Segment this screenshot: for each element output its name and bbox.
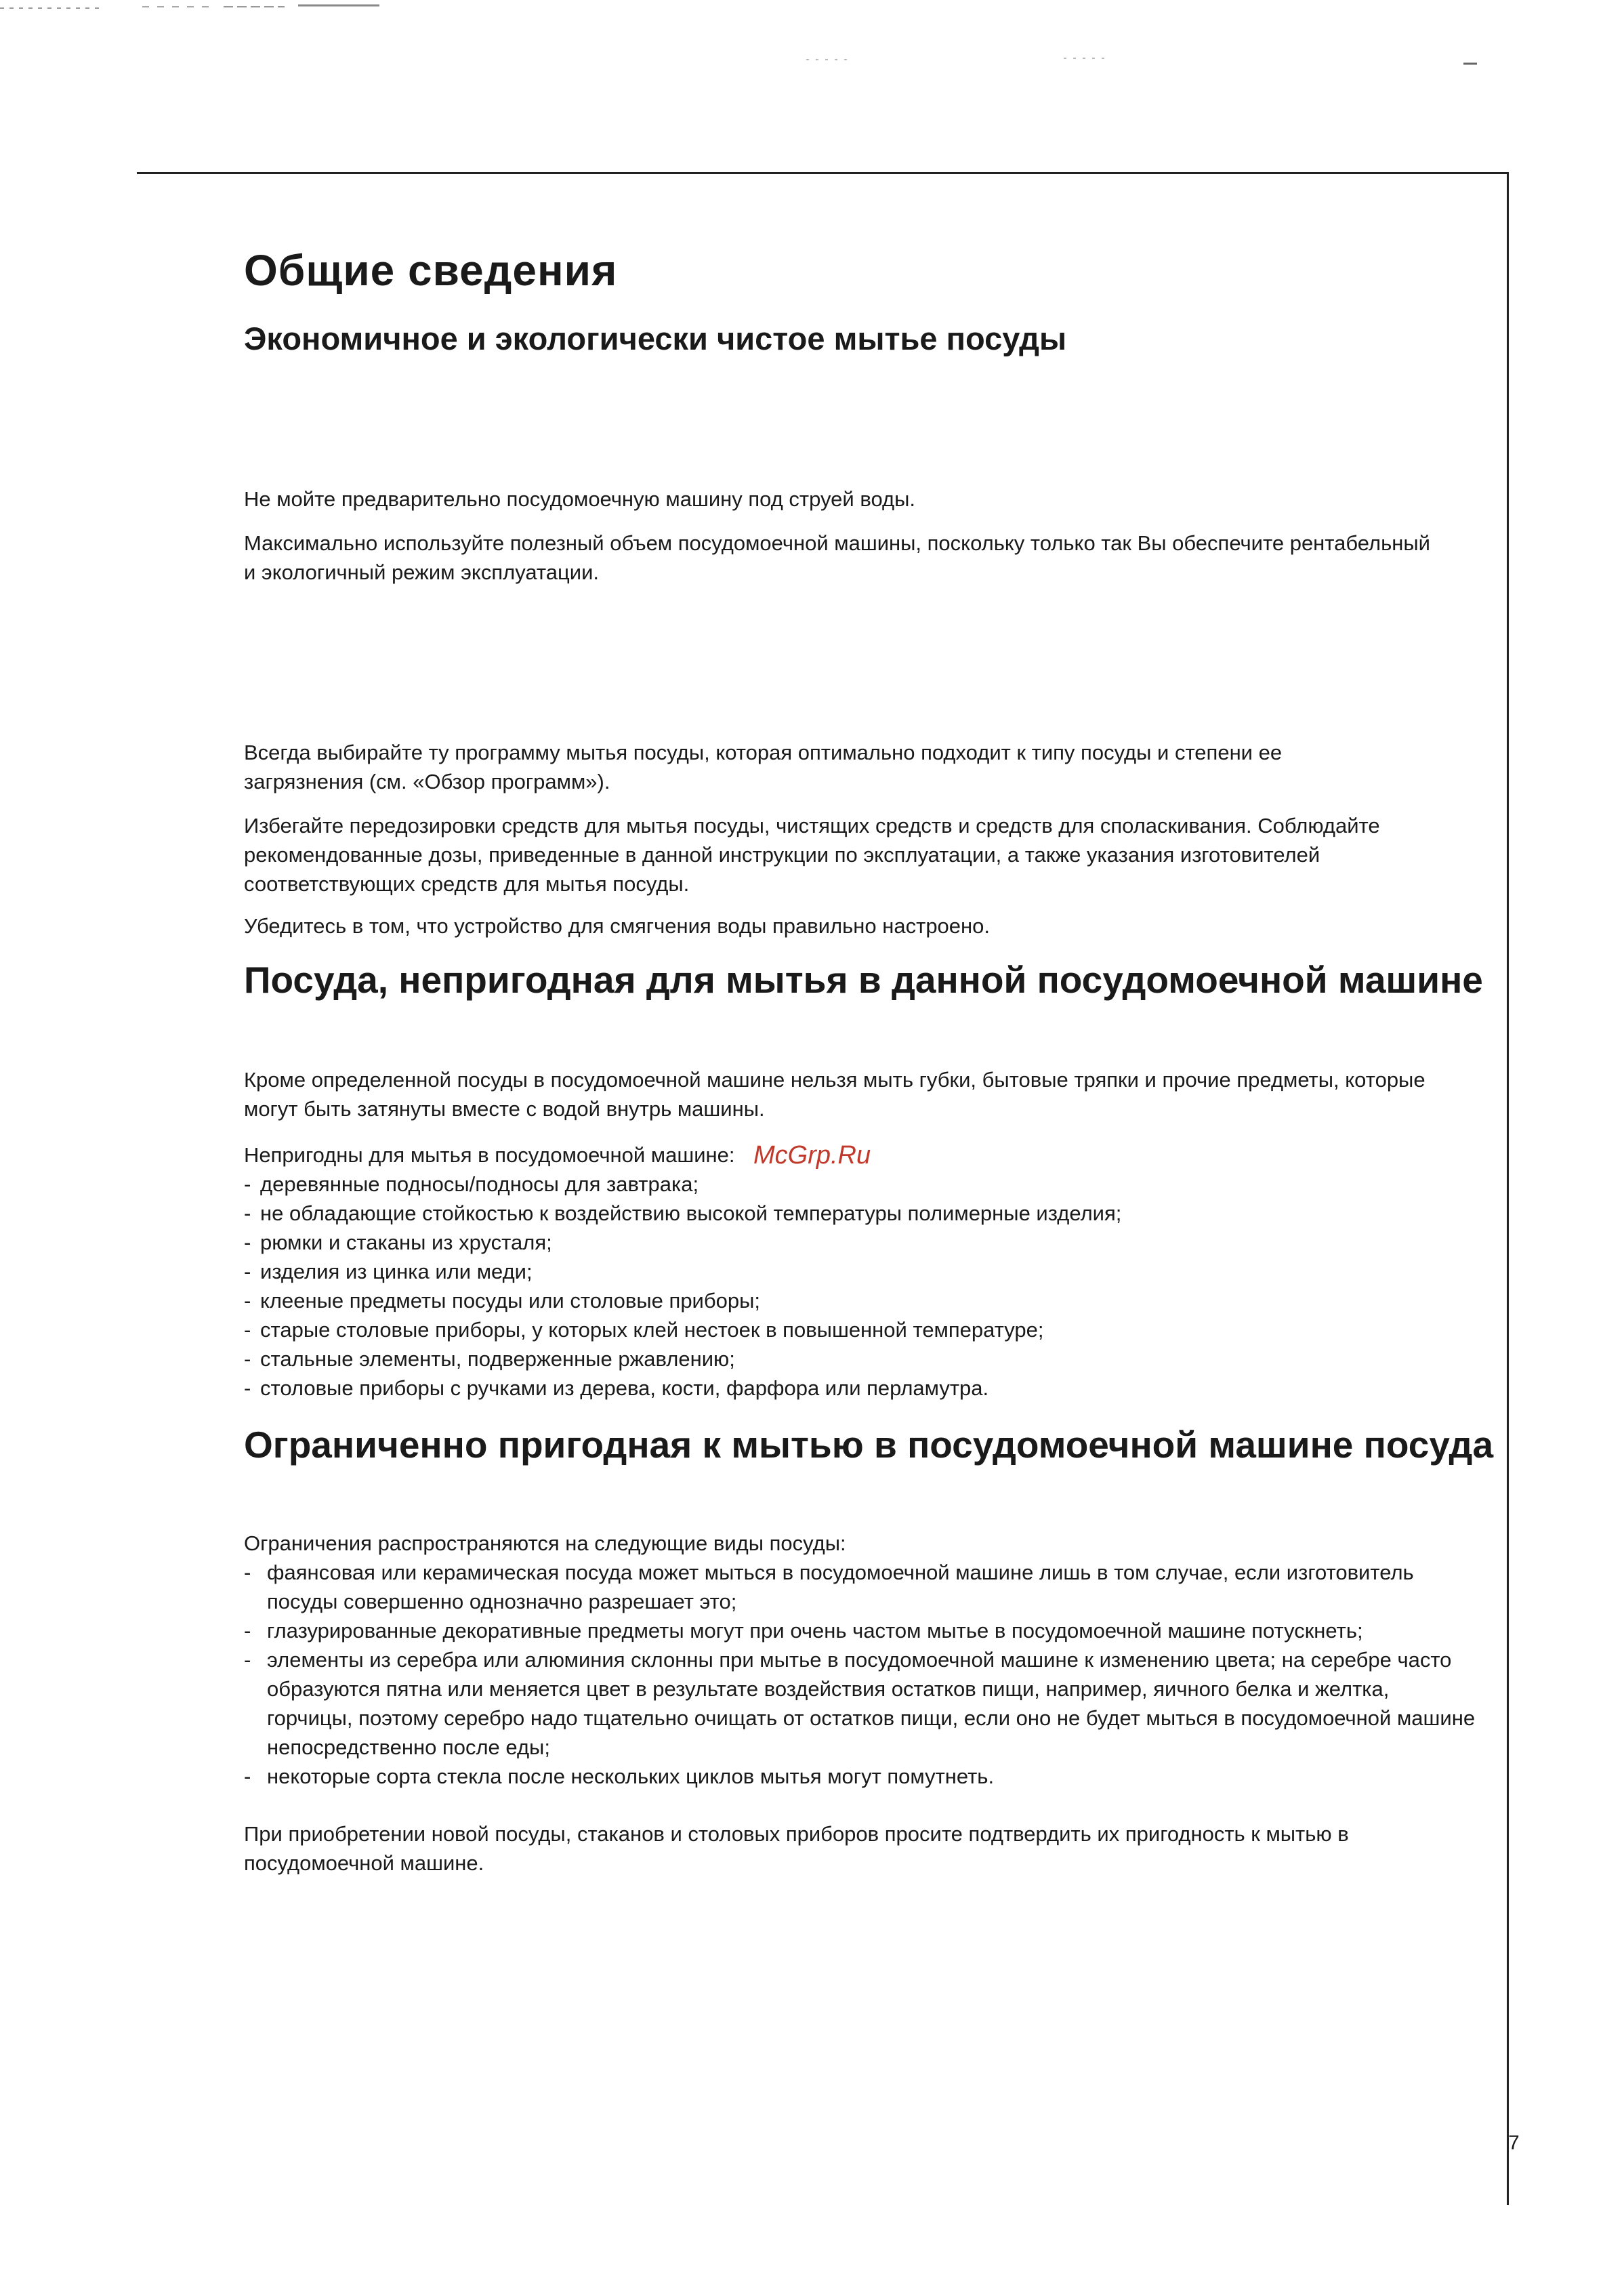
limited-list-lead: Ограничения распространяются на следующие виды посуды: bbox=[244, 1531, 846, 1555]
list-item: - элементы из серебра или алюминия склонны при мытье в посудомоечной машине к изменению цвета; на серебре часто образуются пятна или меняется цвет в результате воздействия остатков пищи, например, яичного белка и желтка, горчицы, поэтому серебро надо тщательно очищать от остатков пищи, если оно не будет мыться в посудомоечной машине непосредственно после еды; bbox=[244, 1645, 1480, 1762]
intro-paragraph-4: Избегайте передозировки средств для мытья посуды, чистящих средств и средств для споласкивания. Соблюдайте рекомендованные дозы, приведенные в данной инструкции по эксплуатации, а также указания изготовителей соответствующих средств для мытья посуды. bbox=[244, 814, 1380, 896]
scan-artifacts bbox=[0, 0, 1624, 81]
unsuitable-paragraph: Кроме определенной посуды в посудомоечной машине нельзя мыть губки, бытовые тряпки и прочие предметы, которые могут быть затянуты вместе с водой внутрь машины. bbox=[244, 1068, 1425, 1121]
list-item: - стальные элементы, подверженные ржавлению; bbox=[244, 1344, 1491, 1373]
closing-paragraph: При приобретении новой посуды, стаканов и столовых приборов просите подтвердить их пригодность к мытью в посудомоечной машине. bbox=[244, 1822, 1349, 1875]
list-item: - деревянные подносы/подносы для завтрака; bbox=[244, 1170, 1491, 1199]
limited-list bbox=[244, 1558, 1504, 1791]
heading-limited-dishes: Ограниченно пригодная к мытью в посудомоечной машине посуда bbox=[244, 1424, 1494, 1466]
page-number: 7 bbox=[1508, 2132, 1520, 2154]
list-item: - не обладающие стойкостью к воздействию высокой температуры полимерные изделия; bbox=[244, 1199, 1491, 1228]
heading-unsuitable-dishes: Посуда, непригодная для мытья в данной посудомоечной машине bbox=[244, 959, 1483, 1001]
section-subtitle-economical: Экономичное и экологически чистое мытье посуды bbox=[244, 321, 1067, 356]
frame-top-rule bbox=[137, 172, 1508, 174]
limited-list-block bbox=[244, 1529, 1504, 1791]
list-item: - изделия из цинка или меди; bbox=[244, 1257, 1491, 1286]
intro-paragraph-2: Максимально используйте полезный объем посудомоечной машины, поскольку только так Вы обеспечите рентабельный и экологичный режим эксплуатации. bbox=[244, 531, 1430, 584]
watermark: McGrp.Ru bbox=[753, 1141, 871, 1170]
list-item: - глазурированные декоративные предметы могут при очень частом мытье в посудомоечной машине потускнеть; bbox=[244, 1616, 1504, 1645]
list-item: - некоторые сорта стекла после нескольких циклов мытья могут помутнеть. bbox=[244, 1762, 1504, 1791]
list-item: - клееные предметы посуды или столовые приборы; bbox=[244, 1286, 1491, 1315]
intro-paragraph-1: Не мойте предварительно посудомоечную машину под струей воды. bbox=[244, 487, 916, 511]
page-title: Общие сведения bbox=[244, 246, 618, 295]
list-item: - рюмки и стаканы из хрусталя; bbox=[244, 1228, 1491, 1257]
intro-paragraph-5: Убедитесь в том, что устройство для смягчения воды правильно настроено. bbox=[244, 914, 991, 938]
list-item: - фаянсовая или керамическая посуда может мыться в посудомоечной машине лишь в том случае, если изготовитель посуды совершенно однозначно разрешает это; bbox=[244, 1558, 1432, 1616]
frame-right-rule bbox=[1507, 172, 1509, 2205]
list-item: - старые столовые приборы, у которых клей нестоек в повышенной температуре; bbox=[244, 1315, 1491, 1344]
unsuitable-list-block bbox=[244, 1140, 1491, 1403]
unsuitable-list-lead: Непригодны для мытья в посудомоечной машине: bbox=[244, 1143, 735, 1167]
list-item: - столовые приборы с ручками из дерева, кости, фарфора или перламутра. bbox=[244, 1373, 1491, 1403]
unsuitable-list bbox=[244, 1170, 1491, 1403]
intro-paragraph-3: Всегда выбирайте ту программу мытья посуды, которая оптимально подходит к типу посуды и степени ее загрязнения (см. «Обзор программ»). bbox=[244, 741, 1283, 793]
